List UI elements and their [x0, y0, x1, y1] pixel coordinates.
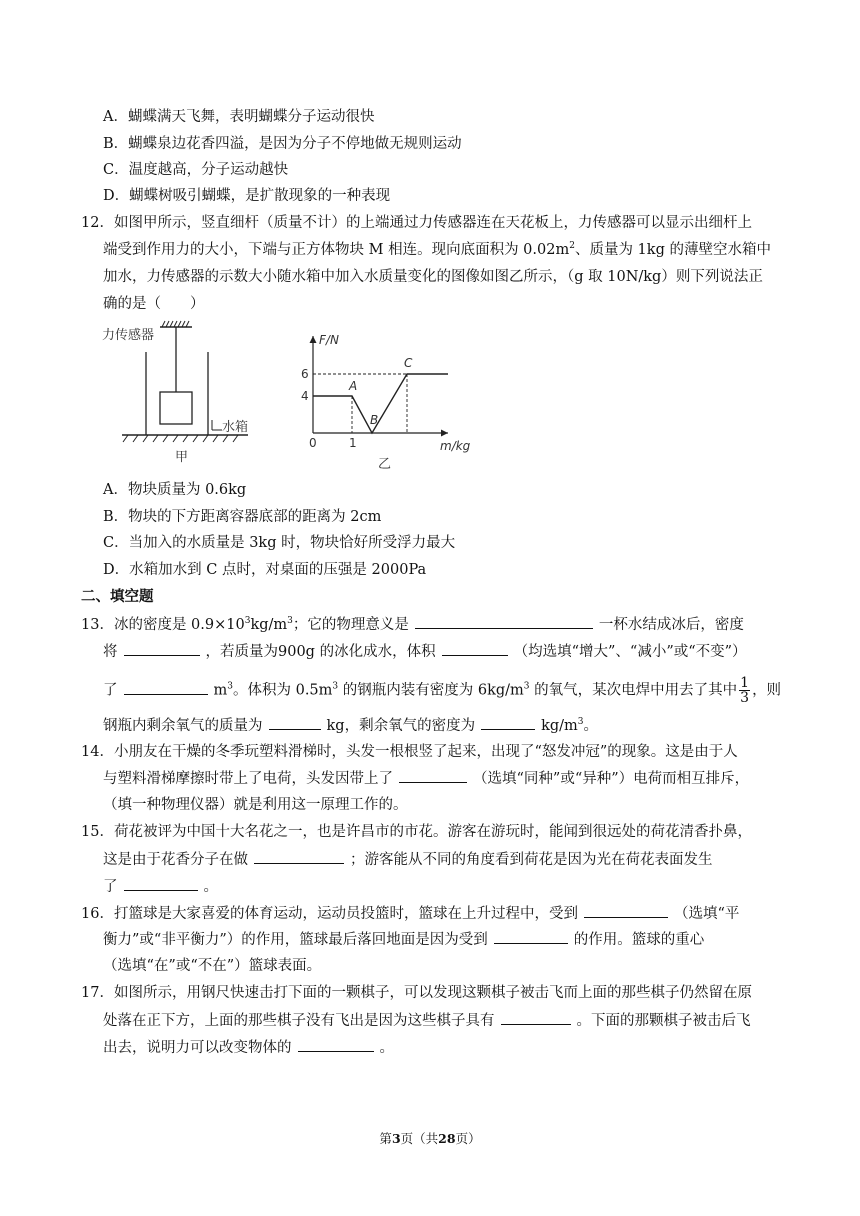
figure-a: [100, 318, 270, 468]
page-total: 28: [438, 1131, 456, 1146]
q14-line3: （填一种物理仪器）就是利用这一原理工作的。: [103, 797, 408, 813]
q12-stem-line1: 12．如图甲所示，竖直细杆（质量不计）的上端通过力传感器连在天花板上，力传感器可以显示出细杆上: [81, 215, 752, 231]
q16-line2: 衡力”或“非平衡力”）的作用，篮球最后落回地面是因为受到 的作用。篮球的重心: [103, 929, 704, 950]
point-b-label: B: [370, 413, 379, 427]
q15-line3: 了 。: [103, 876, 218, 897]
q14-blank-1[interactable]: [399, 768, 467, 783]
q14-line1: 14．小朋友在干燥的冬季玩塑料滑梯时，头发一根根竖了起来，出现了“怒发冲冠”的现象。这是由于人: [81, 744, 738, 760]
ceiling: [160, 321, 192, 327]
y-tick-6: 6: [301, 367, 309, 381]
q15-blank-1[interactable]: [254, 849, 344, 864]
q11-option-d: D．蝴蝶树吸引蝴蝶，是扩散现象的一种表现: [103, 188, 391, 204]
section-title: 二、填空题: [81, 588, 154, 605]
q13-line4: 钢瓶内剩余氧气的质量为 kg，剩余氧气的密度为 $kg/m^3$。: [103, 715, 598, 736]
figure-b-caption: 乙: [378, 457, 392, 472]
fraction-one-third: $\frac{1}{3}$: [740, 675, 750, 706]
q15-blank-2[interactable]: [124, 876, 198, 891]
figure-a-caption: 甲: [175, 450, 189, 465]
q13-line2: 将 ，若质量为900g 的冰化成水，体积 （均选填“增大”、“减小”或“不变”）: [103, 641, 747, 662]
q17-line2: 处落在正下方，上面的那些棋子没有飞出是因为这些棋子具有 。下面的那颗棋子被击后飞: [103, 1010, 751, 1031]
sensor-label: 力传感器: [102, 328, 155, 343]
y-axis-label: F/N: [319, 333, 339, 347]
x-tick-0: 0: [309, 436, 317, 450]
x-tick-1: 1: [349, 436, 357, 450]
figure-b: [290, 330, 490, 475]
page-footer: 第3页（共28页）: [379, 1131, 481, 1146]
q12-option-a: A．物块质量为 0.6kg: [103, 482, 247, 498]
q16-blank-1[interactable]: [584, 903, 668, 918]
q14-line2: 与塑料滑梯摩擦时带上了电荷，头发因带上了 （选填“同种”或“异种”）电荷而相互排斥，: [103, 768, 749, 789]
point-c-label: C: [404, 356, 413, 370]
q16-blank-2[interactable]: [494, 929, 568, 944]
q13-blank-3[interactable]: [442, 641, 508, 656]
q13-blank-2[interactable]: [124, 641, 200, 656]
q15-line1: 15．荷花被评为中国十大名花之一，也是许昌市的市花。游客在游玩时，能闻到很远处的荷花清香扑鼻，: [81, 824, 752, 840]
tank-label: 水箱: [222, 420, 249, 435]
q13-line1: 13．冰的密度是 $0.9\times 10^3kg/m^3$；它的物理意义是 一杯水结成冰后，密度: [81, 614, 744, 635]
q15-line2: 这是由于花香分子在做 ；游客能从不同的角度看到荷花是因为光在荷花表面发生: [103, 849, 713, 870]
q17-blank-1[interactable]: [501, 1010, 571, 1025]
block-m: [160, 392, 192, 424]
q12-option-c: C．当加入的水质量是 3kg 时，物块恰好所受浮力最大: [103, 535, 456, 551]
q12-option-b: B．物块的下方距离容器底部的距离为 2cm: [103, 509, 382, 525]
q13-blank-5[interactable]: [269, 715, 321, 730]
q13-line3: 了 $m^3$。体积为 $0.5m^3$ 的钢瓶内装有密度为 $6kg/m^3$ 的氧气，某次电焊中用去了其中 $\frac{1}{3}$ ，则: [103, 675, 782, 706]
q17-blank-2[interactable]: [298, 1037, 374, 1052]
y-tick-4: 4: [301, 389, 309, 403]
q12-option-d: D．水箱加水到 C 点时，对桌面的压强是 2000Pa: [103, 562, 427, 578]
q13-blank-6[interactable]: [481, 715, 535, 730]
q12-stem-line2: 端受到作用力的大小，下端与正方体物块 M 相连。现向底面积为 $0.02m^2$、质量为 1kg 的薄壁空水箱中: [103, 241, 771, 258]
q16-line3: （选填“在”或“不在”）篮球表面。: [103, 958, 322, 974]
q12-stem-line4: 确的是（ ）: [103, 296, 205, 312]
page-number: 3: [391, 1131, 401, 1146]
q11-option-a: A．蝴蝶满天飞舞，表明蝴蝶分子运动很快: [103, 109, 375, 125]
q16-line1: 16．打篮球是大家喜爱的体育运动，运动员投篮时，篮球在上升过程中，受到 （选填“平: [81, 903, 739, 924]
force-curve: [313, 374, 448, 433]
q17-line1: 17．如图所示，用钢尺快速击打下面的一颗棋子，可以发现这颗棋子被击飞而上面的那些棋子仍然留在原: [81, 985, 752, 1001]
point-a-label: A: [349, 379, 358, 393]
q13-blank-4[interactable]: [124, 680, 208, 695]
q13-blank-1[interactable]: [415, 614, 593, 629]
q12-stem-line3: 加水，力传感器的示数大小随水箱中加入水质量变化的图像如图乙所示，（g 取 10N/kg）则下列说法正: [103, 269, 763, 285]
q17-line3: 出去，说明力可以改变物体的 。: [103, 1037, 394, 1058]
q11-option-b: B．蝴蝶泉边花香四溢，是因为分子不停地做无规则运动: [103, 136, 462, 152]
q11-option-c: C．温度越高，分子运动越快: [103, 162, 289, 178]
x-axis-label: m/kg: [440, 439, 471, 453]
